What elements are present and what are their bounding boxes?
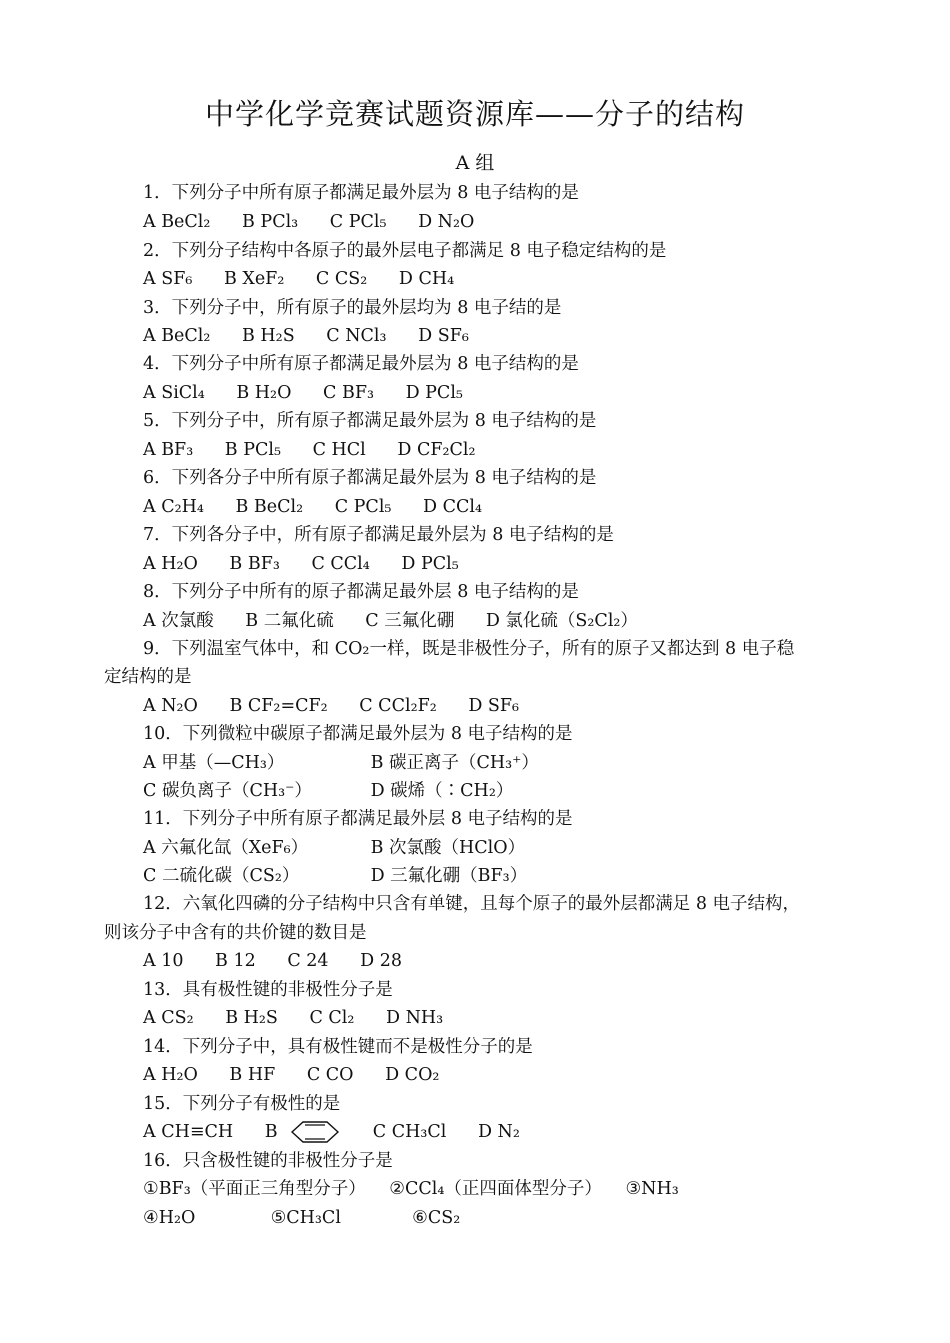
question-stem: 3．下列分子中，所有原子的最外层均为 8 电子结的是 [143, 298, 562, 318]
option: A N₂O [143, 696, 198, 716]
option: A 六氟化氙（XeF₆） [143, 838, 309, 858]
question-stem: 11．下列分子中所有原子都满足最外层 8 电子结构的是 [143, 809, 573, 829]
option-row [143, 325, 495, 347]
question-stem: 8．下列分子中所有的原子都满足最外层 8 电子结构的是 [143, 582, 579, 602]
option: C NCl₃ [326, 326, 387, 346]
option: B [264, 1122, 278, 1142]
option: C CCl₄ [311, 554, 370, 574]
option: B PCl₃ [242, 212, 299, 232]
question-stem: 5．下列分子中，所有原子都满足最外层为 8 电子结构的是 [143, 411, 597, 431]
option-row [143, 837, 551, 859]
question-stem: 13．具有极性键的非极性分子是 [143, 980, 393, 1000]
option: D SF₆ [418, 326, 469, 346]
option: A H₂O [143, 1065, 198, 1085]
option: D SF₆ [468, 696, 520, 716]
option: C CO [306, 1065, 354, 1085]
question-stem: 1．下列分子中所有原子都满足最外层为 8 电子结构的是 [143, 183, 579, 203]
option: ⑥CS₂ [412, 1208, 461, 1228]
option: D CO₂ [385, 1065, 440, 1085]
option: B 二氟化硫 [245, 611, 334, 631]
option-row [143, 865, 553, 887]
option: C HCl [312, 440, 366, 460]
option: C BF₃ [323, 383, 374, 403]
option-row [143, 752, 565, 774]
question-stem-continuation: 定结构的是 [104, 667, 192, 687]
option: B BeCl₂ [235, 497, 304, 517]
option: B 碳正离子（CH₃⁺） [370, 753, 539, 773]
option: ⑤CH₃Cl [270, 1208, 341, 1228]
question-stem: 10．下列微粒中碳原子都满足最外层为 8 电子结构的是 [143, 724, 573, 744]
question-stem: 15．下列分子有极性的是 [143, 1094, 341, 1114]
option-row [143, 211, 500, 233]
option: A SF₆ [143, 269, 193, 289]
question-stem: 4．下列分子中所有原子都满足最外层为 8 电子结构的是 [143, 354, 579, 374]
option-row [143, 780, 539, 802]
group-heading: A 组 [455, 152, 495, 174]
option-row [143, 553, 485, 575]
question-stem: 7．下列各分子中，所有原子都满足最外层为 8 电子结构的是 [143, 525, 614, 545]
option: D 氯化硫（S₂Cl₂） [485, 611, 638, 631]
option: B HF [229, 1065, 276, 1085]
option: B CF₂=CF₂ [229, 696, 328, 716]
question-stem: 14．下列分子中，具有极性键而不是极性分子的是 [143, 1037, 533, 1057]
option: ③NH₃ [625, 1179, 679, 1199]
option: D NH₃ [386, 1008, 444, 1028]
option-row [143, 950, 428, 972]
question-stem: 2．下列分子结构中各原子的最外层电子都满足 8 电子稳定结构的是 [143, 241, 667, 261]
option-row [143, 1064, 465, 1086]
option-row [143, 268, 480, 290]
option: B H₂O [236, 383, 292, 403]
option-row [143, 695, 545, 717]
option: ②CCl₄（正四面体型分子） [389, 1179, 602, 1199]
option: D CH₄ [398, 269, 455, 289]
question-stem: 6．下列各分子中所有原子都满足最外层为 8 电子结构的是 [143, 468, 597, 488]
option-row [143, 496, 508, 518]
option: A CS₂ [143, 1008, 194, 1028]
option: D 三氟化硼（BF₃） [370, 866, 528, 886]
option: D PCl₅ [401, 554, 459, 574]
option: A C₂H₄ [143, 497, 204, 517]
option-row [143, 1178, 705, 1200]
option: B H₂S [225, 1008, 278, 1028]
option: D 碳烯（∶CH₂） [370, 781, 514, 801]
option-row [143, 610, 664, 632]
option: A BF₃ [143, 440, 194, 460]
option: A 甲基（—CH₃） [143, 753, 285, 773]
option: D N₂ [477, 1122, 520, 1142]
option: B H₂S [242, 326, 295, 346]
option: C 二硫化碳（CS₂） [143, 866, 300, 886]
option: C CS₂ [315, 269, 368, 289]
option: C Cl₂ [309, 1008, 355, 1028]
question-stem-continuation: 则该分子中含有的共价键的数目是 [104, 923, 367, 943]
option: ①BF₃（平面正三角型分子） [143, 1179, 366, 1199]
question-stem: 9．下列温室气体中，和 CO₂一样，既是非极性分子，所有的原子又都达到 8 电子稳 [143, 639, 795, 659]
option-row [143, 1007, 469, 1029]
option: C PCl₅ [329, 212, 387, 232]
option: A CH≡CH [143, 1122, 234, 1142]
option: C 三氟化硼 [365, 611, 455, 631]
option: B BF₃ [229, 554, 280, 574]
option: A SiCl₄ [143, 383, 205, 403]
option: A 次氯酸 [143, 611, 214, 631]
option: D CF₂Cl₂ [397, 440, 476, 460]
option: B PCl₅ [224, 440, 281, 460]
option: C PCl₅ [334, 497, 392, 517]
option: C CH₃Cl [372, 1122, 447, 1142]
option-row [143, 1121, 546, 1149]
option: D CCl₄ [423, 497, 483, 517]
question-stem: 16．只含极性键的非极性分子是 [143, 1151, 393, 1171]
question-stem: 12．六氧化四磷的分子结构中只含有单键，且每个原子的最外层都满足 8 电子结构， [143, 894, 801, 914]
option-row [143, 1207, 486, 1229]
option: A 10 [143, 951, 184, 971]
option-row [143, 382, 489, 404]
option: B XeF₂ [223, 269, 285, 289]
option: A BeCl₂ [143, 326, 211, 346]
option: D 28 [360, 951, 403, 971]
option: ④H₂O [143, 1208, 196, 1228]
option: C CCl₂F₂ [359, 696, 437, 716]
option: A BeCl₂ [143, 212, 211, 232]
option: C 碳负离子（CH₃⁻） [143, 781, 312, 801]
option: C 24 [287, 951, 329, 971]
option: B 次氯酸（HClO） [370, 838, 526, 858]
benzene-ring-icon [291, 1121, 339, 1149]
page-title: 中学化学竞赛试题资源库——分子的结构 [204, 97, 745, 131]
option: A H₂O [143, 554, 198, 574]
option: B 12 [215, 951, 256, 971]
option-row [143, 439, 502, 461]
option: D N₂O [418, 212, 475, 232]
option: D PCl₅ [405, 383, 463, 403]
